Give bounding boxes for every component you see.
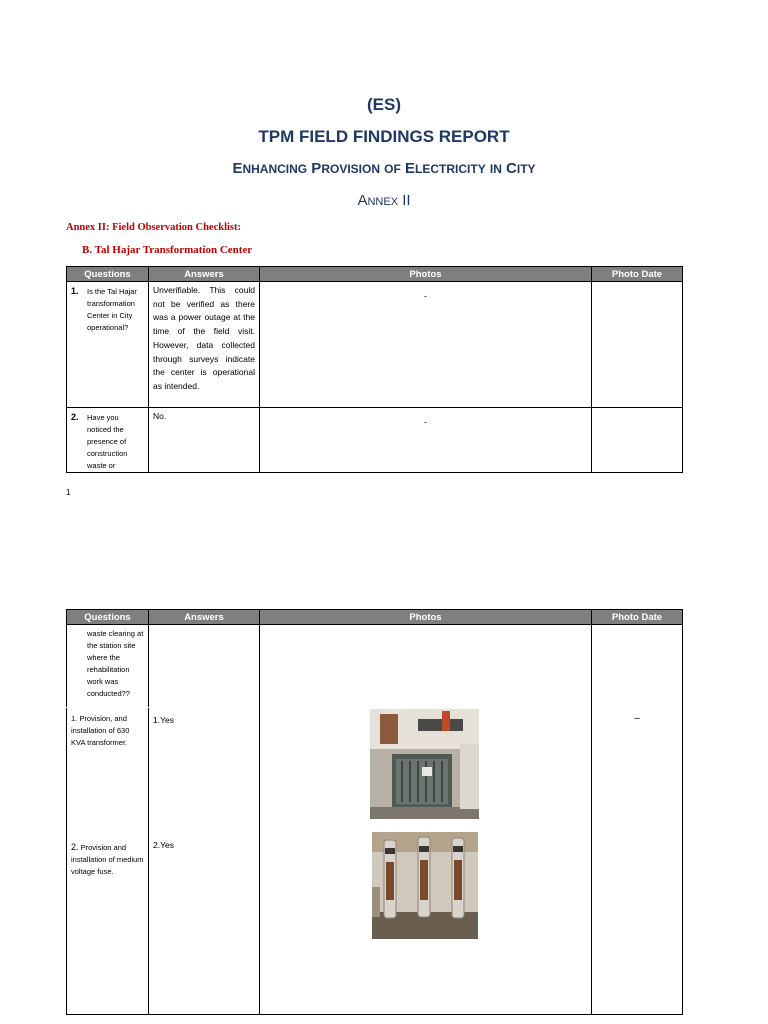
report-title: TPM FIELD FINDINGS REPORT (258, 127, 510, 146)
transformer-image (370, 709, 479, 819)
col-photo-date: Photo Date (592, 267, 683, 282)
photo-date-cell (592, 282, 683, 408)
col-answers: Answers (149, 267, 260, 282)
row-divider (66, 707, 259, 708)
table-row (67, 625, 683, 1015)
table-header-row (67, 610, 683, 625)
annex-heading: ANNEX II (357, 192, 411, 209)
col-questions: Questions (67, 610, 149, 625)
report-code: (ES) (367, 95, 401, 114)
transformer-photo (370, 709, 479, 819)
photo-cell (260, 625, 592, 1015)
photo-date-cell: – (592, 625, 683, 1015)
question-cell: 2. Have you noticed the presence of construction waste or (67, 408, 149, 473)
checklist-table-page1 (66, 266, 683, 473)
col-answers: Answers (149, 610, 260, 625)
col-photos: Photos (260, 610, 592, 625)
table-header-row (67, 267, 683, 282)
project-title: ENHANCING PROVISION OF ELECTRICITY IN CITY (232, 160, 536, 177)
col-photos: Photos (260, 267, 592, 282)
footnote-marker: 1 (66, 488, 71, 497)
table-row (67, 408, 683, 473)
photo-date-cell (592, 408, 683, 473)
fuse-image (372, 832, 478, 939)
section-title: B. Tal Hajar Transformation Center (82, 244, 253, 256)
question-cell: 1. Is the Tal Hajar transformation Center in City operational? (67, 282, 149, 408)
col-questions: Questions (67, 267, 149, 282)
answer-cell: 1.Yes 2.Yes (149, 625, 260, 1015)
answer-cell: Unverifiable. This could not be verified as there was a power outage at the time of the field visit. However, data collected through surveys indicate the center is operational as intended. (149, 282, 260, 408)
col-photo-date: Photo Date (592, 610, 683, 625)
photo-cell: - (260, 408, 592, 473)
table-row (67, 282, 683, 408)
photo-cell: - (260, 282, 592, 408)
answer-cell: No. (149, 408, 260, 473)
fuse-photo (372, 832, 478, 939)
question-cell: waste clearing at the station site where the rehabilitation work was conducted?? 1. Provision, and installation of 630 KVA transformer. 2. Provision and installation of medium voltage fuse. (67, 625, 149, 1015)
annex-title: Annex II: Field Observation Checklist: (66, 222, 242, 233)
